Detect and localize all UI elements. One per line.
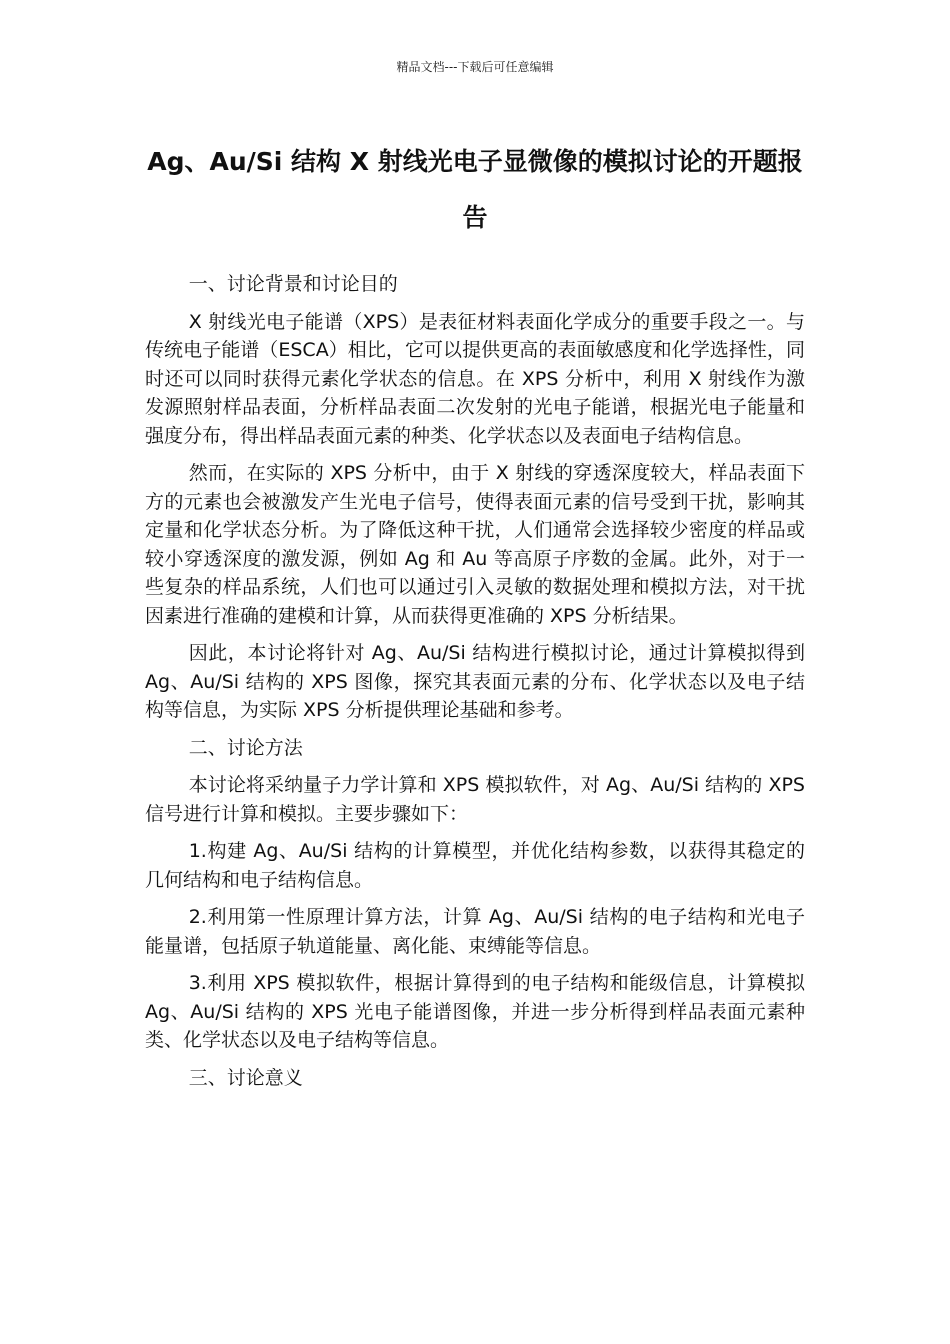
section-heading-significance: 三、讨论意义 bbox=[188, 1066, 303, 1089]
paragraph-interference: 然而，在实际的 XPS 分析中，由于 X 射线的穿透深度较大，样品表面下方的元素也会被激发产生光电子信号，使得表面元素的信号受到干扰，影响其定量和化学状态分析。为了降低这种干扰，人们通常会选择较少密度的样品或较小穿透深度的激发源，例如 Ag 和 Au 等高原子序数的金属。此外，对于一些复杂的样品系统，人们也可以通过引入灵敏的数据处理和模拟方法，对干扰因素进行准确的建模和计算，从而获得更准确的 XPS 分析结果。 bbox=[145, 462, 805, 627]
paragraph-step-1: 1.构建 Ag、Au/Si 结构的计算模型，并优化结构参数，以获得其稳定的几何结构和电子结构信息。 bbox=[145, 840, 805, 891]
paragraph-xps-intro: X 射线光电子能谱（XPS）是表征材料表面化学成分的重要手段之一。与传统电子能谱（ESCA）相比，它可以提供更高的表面敏感度和化学选择性，同时还可以同时获得元素化学状态的信息。在 XPS 分析中，利用 X 射线作为激发源照射样品表面，分析样品表面二次发射的光电子能谱，根据光电子能量和强度分布，得出样品表面元素的种类、化学状态以及表面电子结构信息。 bbox=[145, 310, 805, 447]
section-heading-background: 一、讨论背景和讨论目的 bbox=[188, 273, 398, 295]
paragraph-method-intro: 本讨论将采纳量子力学计算和 XPS 模拟软件，对 Ag、Au/Si 结构的 XPS 信号进行计算和模拟。主要步骤如下： bbox=[145, 774, 805, 825]
header-note: 精品文档---下载后可任意编辑 bbox=[396, 60, 554, 74]
paragraph-step-2: 2.利用第一性原理计算方法，计算 Ag、Au/Si 结构的电子结构和光电子能量谱，包括原子轨道能量、离化能、束缚能等信息。 bbox=[145, 906, 805, 957]
section-heading-method: 二、讨论方法 bbox=[188, 736, 303, 759]
paragraph-purpose: 因此，本讨论将针对 Ag、Au/Si 结构进行模拟讨论，通过计算模拟得到 Ag、Au/Si 结构的 XPS 图像，探究其表面元素的分布、化学状态以及电子结构等信息，为实际 XPS 分析提供理论基础和参考。 bbox=[145, 642, 805, 721]
document-title: Ag、Au/Si 结构 X 射线光电子显微像的模拟讨论的开题报告 bbox=[147, 147, 803, 232]
document-body bbox=[145, 270, 805, 1101]
paragraph-step-3: 3.利用 XPS 模拟软件，根据计算得到的电子结构和能级信息，计算模拟 Ag、Au/Si 结构的 XPS 光电子能谱图像，并进一步分析得到样品表面元素种类、化学状态以及电子结构等信息。 bbox=[145, 972, 805, 1051]
